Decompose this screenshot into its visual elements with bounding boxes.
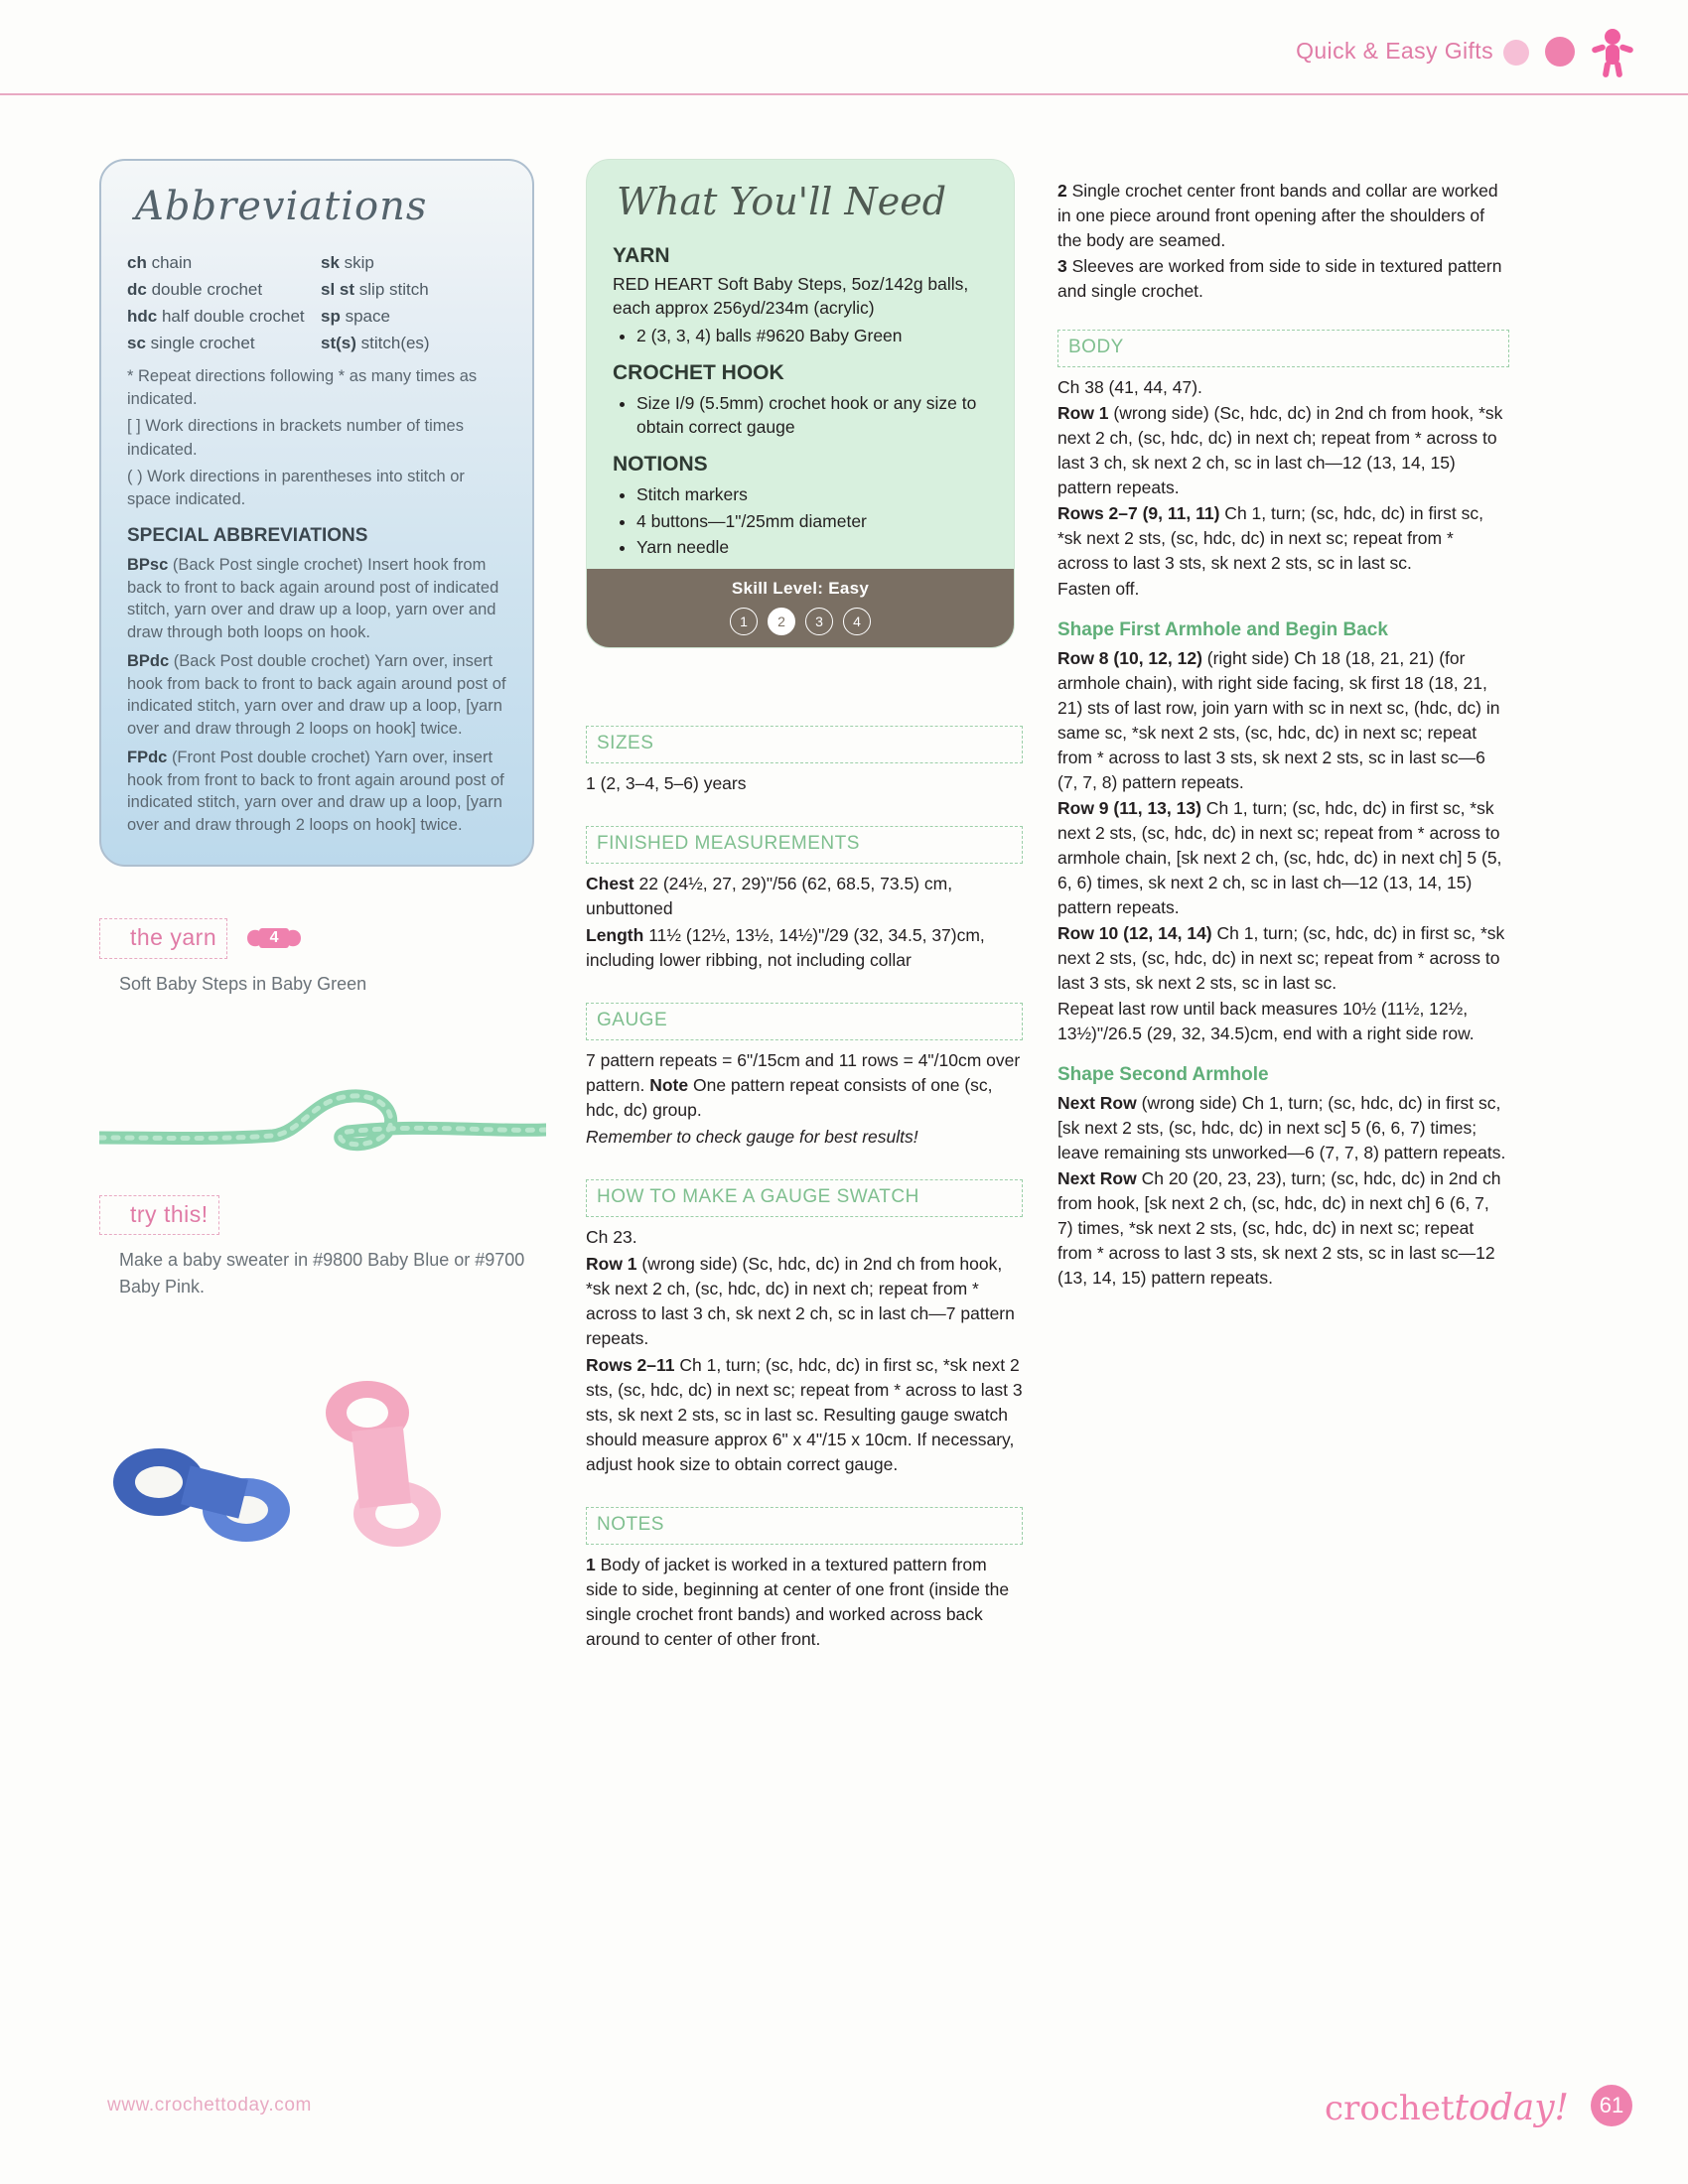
note-text: Body of jacket is worked in a textured pattern from side to side, beginning at center of one front (inside the single crochet front bands) and worked across back around to center of other front. bbox=[586, 1555, 1010, 1650]
blue-pink-yarn-photo bbox=[99, 1325, 546, 1554]
logo-script-text: today! bbox=[1454, 2088, 1569, 2128]
abbreviations-box bbox=[99, 159, 534, 867]
armhole-repeat: Repeat last row until back measures 10½ (11½, 12½, 13½)"/26.5 (29, 32, 34.5)cm, end with a right side row. bbox=[1057, 999, 1475, 1044]
second-armhole-next-row-1 bbox=[1057, 1091, 1509, 1165]
first-armhole-heading: Shape First Armhole and Begin Back bbox=[1057, 619, 1388, 641]
abbrev-term: sp bbox=[321, 307, 341, 327]
swatch-rows-2-11 bbox=[586, 1353, 1023, 1477]
body-row1-text: (wrong side) (Sc, hdc, dc) in 2nd ch from hook, *sk next 2 ch, (sc, hdc, dc) in next ch; repeat from * across to last 3 ch, sk next 2 ch, sc in last ch—12 (13, 14, 15) pattern repeats. bbox=[1057, 403, 1503, 498]
notes-section bbox=[586, 1507, 1023, 1652]
column-middle bbox=[586, 159, 1023, 1654]
notions-heading: NOTIONS bbox=[613, 452, 708, 476]
next-row-1-text: (wrong side) Ch 1, turn; (sc, hdc, dc) in first sc, [sk next 2 sts, (sc, hdc, dc) in next sc] 5 (6, 6, 7) times; leave remaining sts unworked—6 (7, 7, 8) pattern repeats. bbox=[1057, 1093, 1506, 1163]
skill-level-bar bbox=[587, 569, 1014, 647]
column-left bbox=[99, 159, 546, 1554]
hook-list bbox=[613, 391, 996, 439]
decorative-dot-dark bbox=[1545, 37, 1575, 67]
swatch-row1-label: Row 1 bbox=[586, 1253, 637, 1274]
website-url: www.crochettoday.com bbox=[107, 2095, 312, 2116]
chest-measurement bbox=[586, 872, 1023, 921]
note-number: 2 bbox=[1057, 181, 1067, 201]
magazine-logo bbox=[1325, 2088, 1569, 2128]
abbrev-note: [ ] Work directions in brackets number of times indicated. bbox=[127, 417, 464, 459]
page-number: 61 bbox=[1591, 2085, 1632, 2126]
gauge-section bbox=[586, 1003, 1023, 1150]
swatch-row-1 bbox=[586, 1252, 1023, 1351]
list-item: • Yarn needle bbox=[636, 535, 996, 559]
gauge-swatch-body bbox=[586, 1225, 1023, 1477]
abbrev-note: * Repeat directions following * as many times as indicated. bbox=[127, 367, 478, 409]
skill-level-label: Skill Level: Easy bbox=[731, 578, 870, 598]
skill-level-dots bbox=[587, 608, 1014, 635]
swatch-row1-text: (wrong side) (Sc, hdc, dc) in 2nd ch from hook, *sk next 2 ch, (sc, hdc, dc) in next ch; repeat from * across to last 3 ch, sk next 2 ch, sc in last ch—7 pattern repeats. bbox=[586, 1253, 1015, 1349]
yarn-text: RED HEART Soft Baby Steps, 5oz/142g balls, each approx 256yd/234m (acrylic) bbox=[613, 273, 969, 318]
yarn-weight-badge bbox=[239, 923, 309, 953]
the-yarn-tag bbox=[99, 918, 546, 959]
row9-label: Row 9 (11, 13, 13) bbox=[1057, 798, 1201, 819]
swatch-rows-label: Rows 2–11 bbox=[586, 1355, 675, 1376]
abbrev-item bbox=[127, 251, 321, 275]
finished-measurements-heading-text: FINISHED MEASUREMENTS bbox=[597, 833, 868, 854]
skill-dot-4: 4 bbox=[843, 608, 871, 635]
second-armhole-section bbox=[1057, 1062, 1509, 1291]
special-abbrev-term: BPdc bbox=[127, 651, 170, 670]
yarn-list bbox=[613, 324, 996, 347]
armhole-row-9 bbox=[1057, 796, 1509, 920]
body-row-1 bbox=[1057, 401, 1509, 500]
abbrev-item bbox=[321, 251, 512, 275]
abbrev-term: dc bbox=[127, 279, 147, 299]
abbrev-item bbox=[127, 278, 321, 302]
abbrev-term: hdc bbox=[127, 307, 158, 327]
abbreviations-grid bbox=[127, 251, 512, 356]
header-title: Quick & Easy Gifts bbox=[1296, 38, 1493, 64]
gauge-italic-note bbox=[586, 1125, 1023, 1150]
special-abbreviations-heading: SPECIAL ABBREVIATIONS bbox=[127, 524, 368, 546]
abbrev-desc: skip bbox=[344, 252, 374, 272]
column-right bbox=[1057, 179, 1509, 1293]
body-fasten-off: Fasten off. bbox=[1057, 579, 1140, 600]
abbrev-desc: half double crochet bbox=[161, 307, 305, 327]
special-abbrev-term: BPsc bbox=[127, 555, 169, 574]
gauge-heading-text: GAUGE bbox=[597, 1010, 675, 1030]
gauge-text bbox=[586, 1048, 1023, 1123]
finished-measurements-section bbox=[586, 826, 1023, 973]
green-yarn-photo bbox=[99, 1021, 546, 1169]
length-value: 11½ (12½, 13½, 14½)"/29 (32, 34.5, 37)cm, including lower ribbing, not including collar bbox=[586, 924, 985, 970]
first-armhole-body bbox=[1057, 646, 1509, 1046]
sizes-section bbox=[586, 726, 1023, 796]
body-row1-label: Row 1 bbox=[1057, 403, 1109, 424]
gauge-heading bbox=[586, 1003, 1023, 1040]
list-item: • 4 buttons—1"/25mm diameter bbox=[636, 509, 996, 533]
yarn-skeins-graphic bbox=[99, 1325, 546, 1554]
abbrev-term: sl st bbox=[321, 279, 355, 299]
header-divider bbox=[0, 93, 1688, 95]
yarn-heading: YARN bbox=[613, 243, 670, 267]
notes-body bbox=[586, 1553, 1023, 1652]
logo-main-text: crochet bbox=[1325, 2089, 1455, 2128]
sizes-heading-text: SIZES bbox=[597, 733, 661, 753]
notes-heading bbox=[586, 1507, 1023, 1545]
notes-continued bbox=[1057, 179, 1509, 304]
length-measurement bbox=[586, 923, 1023, 973]
abbrev-note: ( ) Work directions in parentheses into stitch or space indicated. bbox=[127, 467, 465, 508]
notions-list bbox=[613, 482, 996, 558]
body-section bbox=[1057, 330, 1509, 602]
gingerbread-man-icon bbox=[1591, 28, 1634, 79]
length-label: Length bbox=[586, 924, 644, 945]
note-number: 1 bbox=[586, 1555, 596, 1575]
gauge-swatch-heading-text: HOW TO MAKE A GAUGE SWATCH bbox=[597, 1186, 927, 1207]
abbrev-term: st(s) bbox=[321, 334, 356, 353]
row9-text: Ch 1, turn; (sc, hdc, dc) in first sc, *sk next 2 sts, (sc, hdc, dc) in next sc; repeat from * across to armhole chain, [sk next 2 ch, (sc, hdc, dc) in next ch] 5 (5, 6, 6) times, sk next 2 ch, sc in last ch—12 (13, 14, 15) pattern repeats. bbox=[1057, 798, 1502, 918]
body-rows-2-7 bbox=[1057, 501, 1509, 576]
note-item bbox=[586, 1553, 1023, 1652]
finished-measurements-body bbox=[586, 872, 1023, 973]
abbrev-item bbox=[127, 332, 321, 355]
next-row-2-text: Ch 20 (20, 23, 23), turn; (sc, hdc, dc) in 2nd ch from hook, [sk next 2 ch, (sc, hdc, dc) in next ch] 6 (6, 7, 7) times, *sk next 2 sts, (sc, hdc, dc) in next sc; repeat from * across to last 3 sts, sk next 2 sts, sc in last sc—12 (13, 14, 15) pattern repeats. bbox=[1057, 1168, 1501, 1289]
body-rows27-label: Rows 2–7 (9, 11, 11) bbox=[1057, 503, 1220, 524]
abbrev-item bbox=[321, 305, 512, 329]
abbrev-item bbox=[321, 278, 512, 302]
body-heading-text: BODY bbox=[1068, 337, 1132, 357]
special-abbrev-term: FPdc bbox=[127, 748, 168, 766]
next-row-1-label: Next Row bbox=[1057, 1093, 1137, 1114]
yarn-weight-number: 4 bbox=[269, 928, 279, 946]
row8-label: Row 8 (10, 12, 12) bbox=[1057, 648, 1202, 669]
special-abbrev-entry bbox=[127, 650, 512, 741]
gauge-swatch-section bbox=[586, 1179, 1023, 1477]
special-abbrev-text: (Back Post single crochet) Insert hook from back to front to back again around post of indicated stitch, yarn over and draw up a loop, yarn over and draw through both loops on hook. bbox=[127, 555, 499, 642]
body-instructions bbox=[1057, 375, 1509, 602]
abbrev-desc: space bbox=[345, 307, 390, 327]
abbrev-desc: stitch(es) bbox=[360, 334, 430, 353]
gauge-note-label: Note bbox=[649, 1074, 689, 1095]
armhole-row-10 bbox=[1057, 921, 1509, 996]
swatch-rows-text: Ch 1, turn; (sc, hdc, dc) in first sc, *sk next 2 sts, (sc, hdc, dc) in next sc; repeat from * across to last 3 sts, sk next 2 sts, sc in last sc. Resulting gauge swatch should measure approx 6" x 4"/15 x 10cm. If necessary, adjust hook size to obtain correct gauge. bbox=[586, 1355, 1023, 1475]
list-item: • 2 (3, 3, 4) balls #9620 Baby Green bbox=[636, 324, 996, 347]
try-this-label: try this! bbox=[99, 1195, 219, 1236]
skill-dot-1: 1 bbox=[730, 608, 758, 635]
try-this-tag bbox=[99, 1195, 546, 1236]
chest-label: Chest bbox=[586, 873, 634, 893]
abbrev-term: sc bbox=[127, 334, 146, 353]
sizes-body bbox=[586, 771, 1023, 796]
gauge-swatch-heading bbox=[586, 1179, 1023, 1217]
sizes-text: 1 (2, 3–4, 5–6) years bbox=[586, 772, 747, 793]
what-youll-need-content bbox=[587, 160, 1014, 569]
list-item: • Size I/9 (5.5mm) crochet hook or any size to obtain correct gauge bbox=[636, 391, 996, 439]
the-yarn-label: the yarn bbox=[99, 918, 227, 959]
special-abbrev-entry bbox=[127, 554, 512, 644]
second-armhole-body bbox=[1057, 1091, 1509, 1291]
next-row-2-label: Next Row bbox=[1057, 1168, 1137, 1189]
row10-text: Ch 1, turn; (sc, hdc, dc) in first sc, *sk next 2 sts, (sc, hdc, dc) in next sc; repeat from * across to last 3 sts, sk next 2 sts, sc in last sc. bbox=[1057, 923, 1505, 994]
abbrev-desc: double crochet bbox=[151, 279, 263, 299]
list-item: • Stitch markers bbox=[636, 482, 996, 506]
abbrev-item bbox=[321, 332, 512, 355]
abbrev-item bbox=[127, 305, 321, 329]
page-header bbox=[0, 0, 1688, 95]
note-text: Single crochet center front bands and collar are worked in one piece around front opening after the shoulders of the body are seamed. bbox=[1057, 181, 1498, 251]
special-abbrev-text: (Front Post double crochet) Yarn over, insert hook from front to back to front again around post of indicated stitch, yarn over and draw up a loop, [yarn over and draw through 2 loops on hook] twice. bbox=[127, 748, 504, 835]
abbrev-term: ch bbox=[127, 252, 147, 272]
swatch-chain: Ch 23. bbox=[586, 1226, 637, 1247]
special-abbrev-entry bbox=[127, 747, 512, 837]
chest-value: 22 (24½, 27, 29)"/56 (62, 68.5, 73.5) cm, unbuttoned bbox=[586, 873, 953, 918]
skill-dot-3: 3 bbox=[805, 608, 833, 635]
note-text: Sleeves are worked from side to side in textured pattern and single crochet. bbox=[1057, 256, 1502, 302]
notes-heading-text: NOTES bbox=[597, 1514, 672, 1535]
gauge-body bbox=[586, 1048, 1023, 1150]
note-number: 3 bbox=[1057, 256, 1067, 277]
decorative-dot-light bbox=[1503, 40, 1529, 66]
crochet-hook-heading: CROCHET HOOK bbox=[613, 360, 784, 384]
the-yarn-description: Soft Baby Steps in Baby Green bbox=[119, 973, 367, 994]
gauge-text-1: 7 pattern repeats = 6"/15cm and 11 rows = 4"/10cm over pattern. bbox=[586, 1049, 1021, 1095]
gauge-text-2: One pattern repeat consists of one (sc, hdc, dc) group. bbox=[586, 1074, 993, 1120]
body-heading bbox=[1057, 330, 1509, 367]
body-chain: Ch 38 (41, 44, 47). bbox=[1057, 377, 1202, 398]
finished-measurements-heading bbox=[586, 826, 1023, 864]
abbrev-desc: chain bbox=[151, 252, 193, 272]
gauge-italic-text: Remember to check gauge for best results! bbox=[586, 1126, 918, 1147]
try-this-description: Make a baby sweater in #9800 Baby Blue or #9700 Baby Pink. bbox=[119, 1250, 525, 1297]
note-item bbox=[1057, 179, 1509, 253]
green-yarn-strand-graphic bbox=[99, 1021, 546, 1169]
what-youll-need-title: What You'll Need bbox=[617, 180, 947, 223]
abbreviations-title: Abbreviations bbox=[135, 184, 428, 229]
body-rows27-text: Ch 1, turn; (sc, hdc, dc) in first sc, *sk next 2 sts, (sc, hdc, dc) in next sc; repeat from * across to last 3 sts, sk next 2 sts, sc in last sc. bbox=[1057, 503, 1483, 574]
abbrev-desc: slip stitch bbox=[358, 279, 429, 299]
abbrev-desc: single crochet bbox=[150, 334, 255, 353]
second-armhole-heading: Shape Second Armhole bbox=[1057, 1064, 1269, 1086]
note-item bbox=[1057, 254, 1509, 304]
second-armhole-next-row-2 bbox=[1057, 1166, 1509, 1291]
first-armhole-section bbox=[1057, 617, 1509, 1046]
what-youll-need-box bbox=[586, 159, 1015, 648]
sizes-heading bbox=[586, 726, 1023, 763]
row8-text: (right side) Ch 18 (18, 21, 21) (for armhole chain), with right side facing, sk first 18 (18, 21, 21) sts of last row, join yarn with sc in next sc, (hdc, dc) in same sc, *sk next 2 sts, (sc, hdc, dc) in next sc; repeat from * across to last 3 sts, sk next 2 sts, sc in last sc—6 (7, 7, 8) pattern repeats. bbox=[1057, 648, 1500, 793]
row10-label: Row 10 (12, 14, 14) bbox=[1057, 923, 1212, 944]
special-abbrev-text: (Back Post double crochet) Yarn over, insert hook from back to front to back again around post of indicated stitch, yarn over and draw up a loop, [yarn over and draw through 2 loops on hook] twice. bbox=[127, 651, 506, 739]
skill-dot-2: 2 bbox=[768, 608, 795, 635]
armhole-row-8 bbox=[1057, 646, 1509, 795]
abbrev-term: sk bbox=[321, 252, 340, 272]
